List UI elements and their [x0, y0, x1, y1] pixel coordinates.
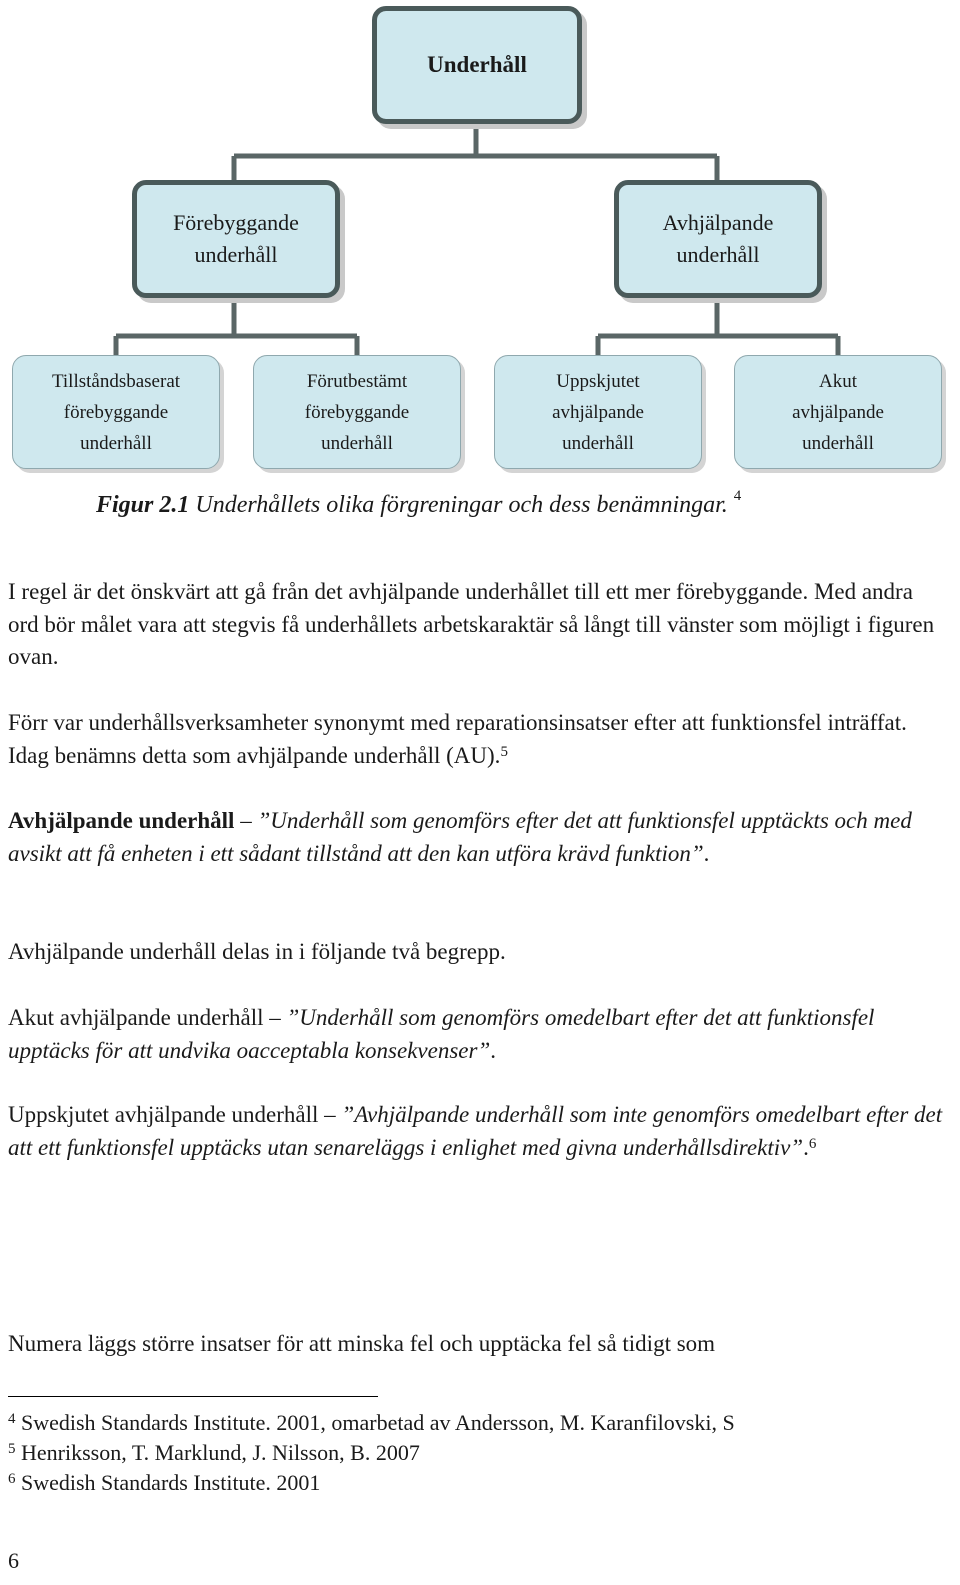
node-predetermined	[253, 355, 461, 469]
footnote-number: 6	[8, 1471, 16, 1487]
footnote-5	[8, 1438, 420, 1468]
paragraph-2-text: Förr var underhållsverksamheter synonymt med reparationsinsatser efter att funktionsfel inträffat. Idag benämns detta som avhjälpande underhåll (AU).	[8, 710, 907, 768]
org-chart	[0, 0, 960, 480]
footnote-ref-5: 5	[500, 743, 508, 760]
node-preventive	[132, 180, 340, 298]
period: .	[703, 840, 710, 866]
node-deferred	[494, 355, 702, 469]
footnote-ref-4: 4	[733, 488, 742, 504]
paragraph-2	[8, 707, 948, 772]
node-predetermined-label: Förutbestämt förebyggande underhåll	[304, 370, 410, 454]
node-root	[372, 6, 582, 124]
term-deferred: Uppskjutet avhjälpande underhåll	[8, 1102, 319, 1127]
definition-corrective-text: ”Underhåll som genomförs efter det att funktionsfel upptäckts och med avsikt att få enheten i ett sådant tillstånd att den kan utföra krävd funktion”	[8, 808, 912, 866]
footnote-text: Swedish Standards Institute. 2001	[21, 1470, 321, 1495]
definition-deferred-text: ”Avhjälpande underhåll som inte genomförs omedelbart efter det att ett funktionsfel upptäcks utan senareläggs i enlighet med givna underhållsdirektiv”	[8, 1102, 943, 1160]
definition-immediate-text: ”Underhåll som genomförs omedelbart efter det att funktionsfel upptäcks för att undvika oacceptabla konsekvenser”	[8, 1005, 875, 1063]
node-preventive-label: Förebyggande underhåll	[173, 210, 299, 267]
page-number: 6	[8, 1548, 19, 1573]
node-immediate-label: Akut avhjälpande underhåll	[792, 370, 884, 454]
node-corrective	[614, 180, 822, 298]
node-condition-based-label: Tillståndsbaserat förebyggande underhåll	[51, 370, 181, 454]
footnote-6	[8, 1468, 320, 1498]
period: .	[490, 1037, 496, 1063]
footnote-rule	[8, 1396, 378, 1397]
node-deferred-label: Uppskjutet avhjälpande underhåll	[552, 370, 644, 454]
footnote-4	[8, 1408, 735, 1438]
definition-deferred	[8, 1099, 948, 1164]
node-immediate	[734, 355, 942, 469]
node-corrective-label: Avhjälpande underhåll	[662, 210, 774, 267]
definition-corrective	[8, 805, 948, 870]
term-corrective: Avhjälpande underhåll	[8, 808, 235, 833]
figure-caption-text: Underhållets olika förgreningar och dess benämningar.	[189, 492, 728, 518]
footnote-text: Henriksson, T. Marklund, J. Nilsson, B. 2007	[21, 1440, 420, 1465]
paragraph-7: Numera läggs större insatser för att minska fel och upptäcka fel så tidigt som	[8, 1331, 716, 1356]
footnote-number: 4	[8, 1411, 16, 1427]
period: .	[803, 1134, 809, 1160]
node-condition-based	[12, 355, 220, 469]
figure-caption	[96, 488, 742, 519]
dash: –	[318, 1102, 342, 1127]
footnote-number: 5	[8, 1441, 16, 1457]
dash: –	[263, 1005, 287, 1030]
footnote-text: Swedish Standards Institute. 2001, omarbetad av Andersson, M. Karanfilovski, S	[21, 1410, 735, 1435]
paragraph-4: Avhjälpande underhåll delas in i följande två begrepp.	[8, 939, 506, 964]
dash: –	[234, 808, 258, 833]
node-root-label: Underhåll	[427, 52, 527, 77]
definition-immediate	[8, 1002, 948, 1067]
term-immediate: Akut avhjälpande underhåll	[8, 1005, 264, 1030]
paragraph-1: I regel är det önskvärt att gå från det avhjälpande underhållet till ett mer förebyggande. Med andra ord bör målet vara att stegvis få underhållets arbetskaraktär så långt till vänster som möjligt i figuren ovan.	[8, 579, 935, 669]
footnote-ref-6: 6	[808, 1135, 817, 1152]
figure-label: Figur 2.1	[96, 492, 190, 518]
